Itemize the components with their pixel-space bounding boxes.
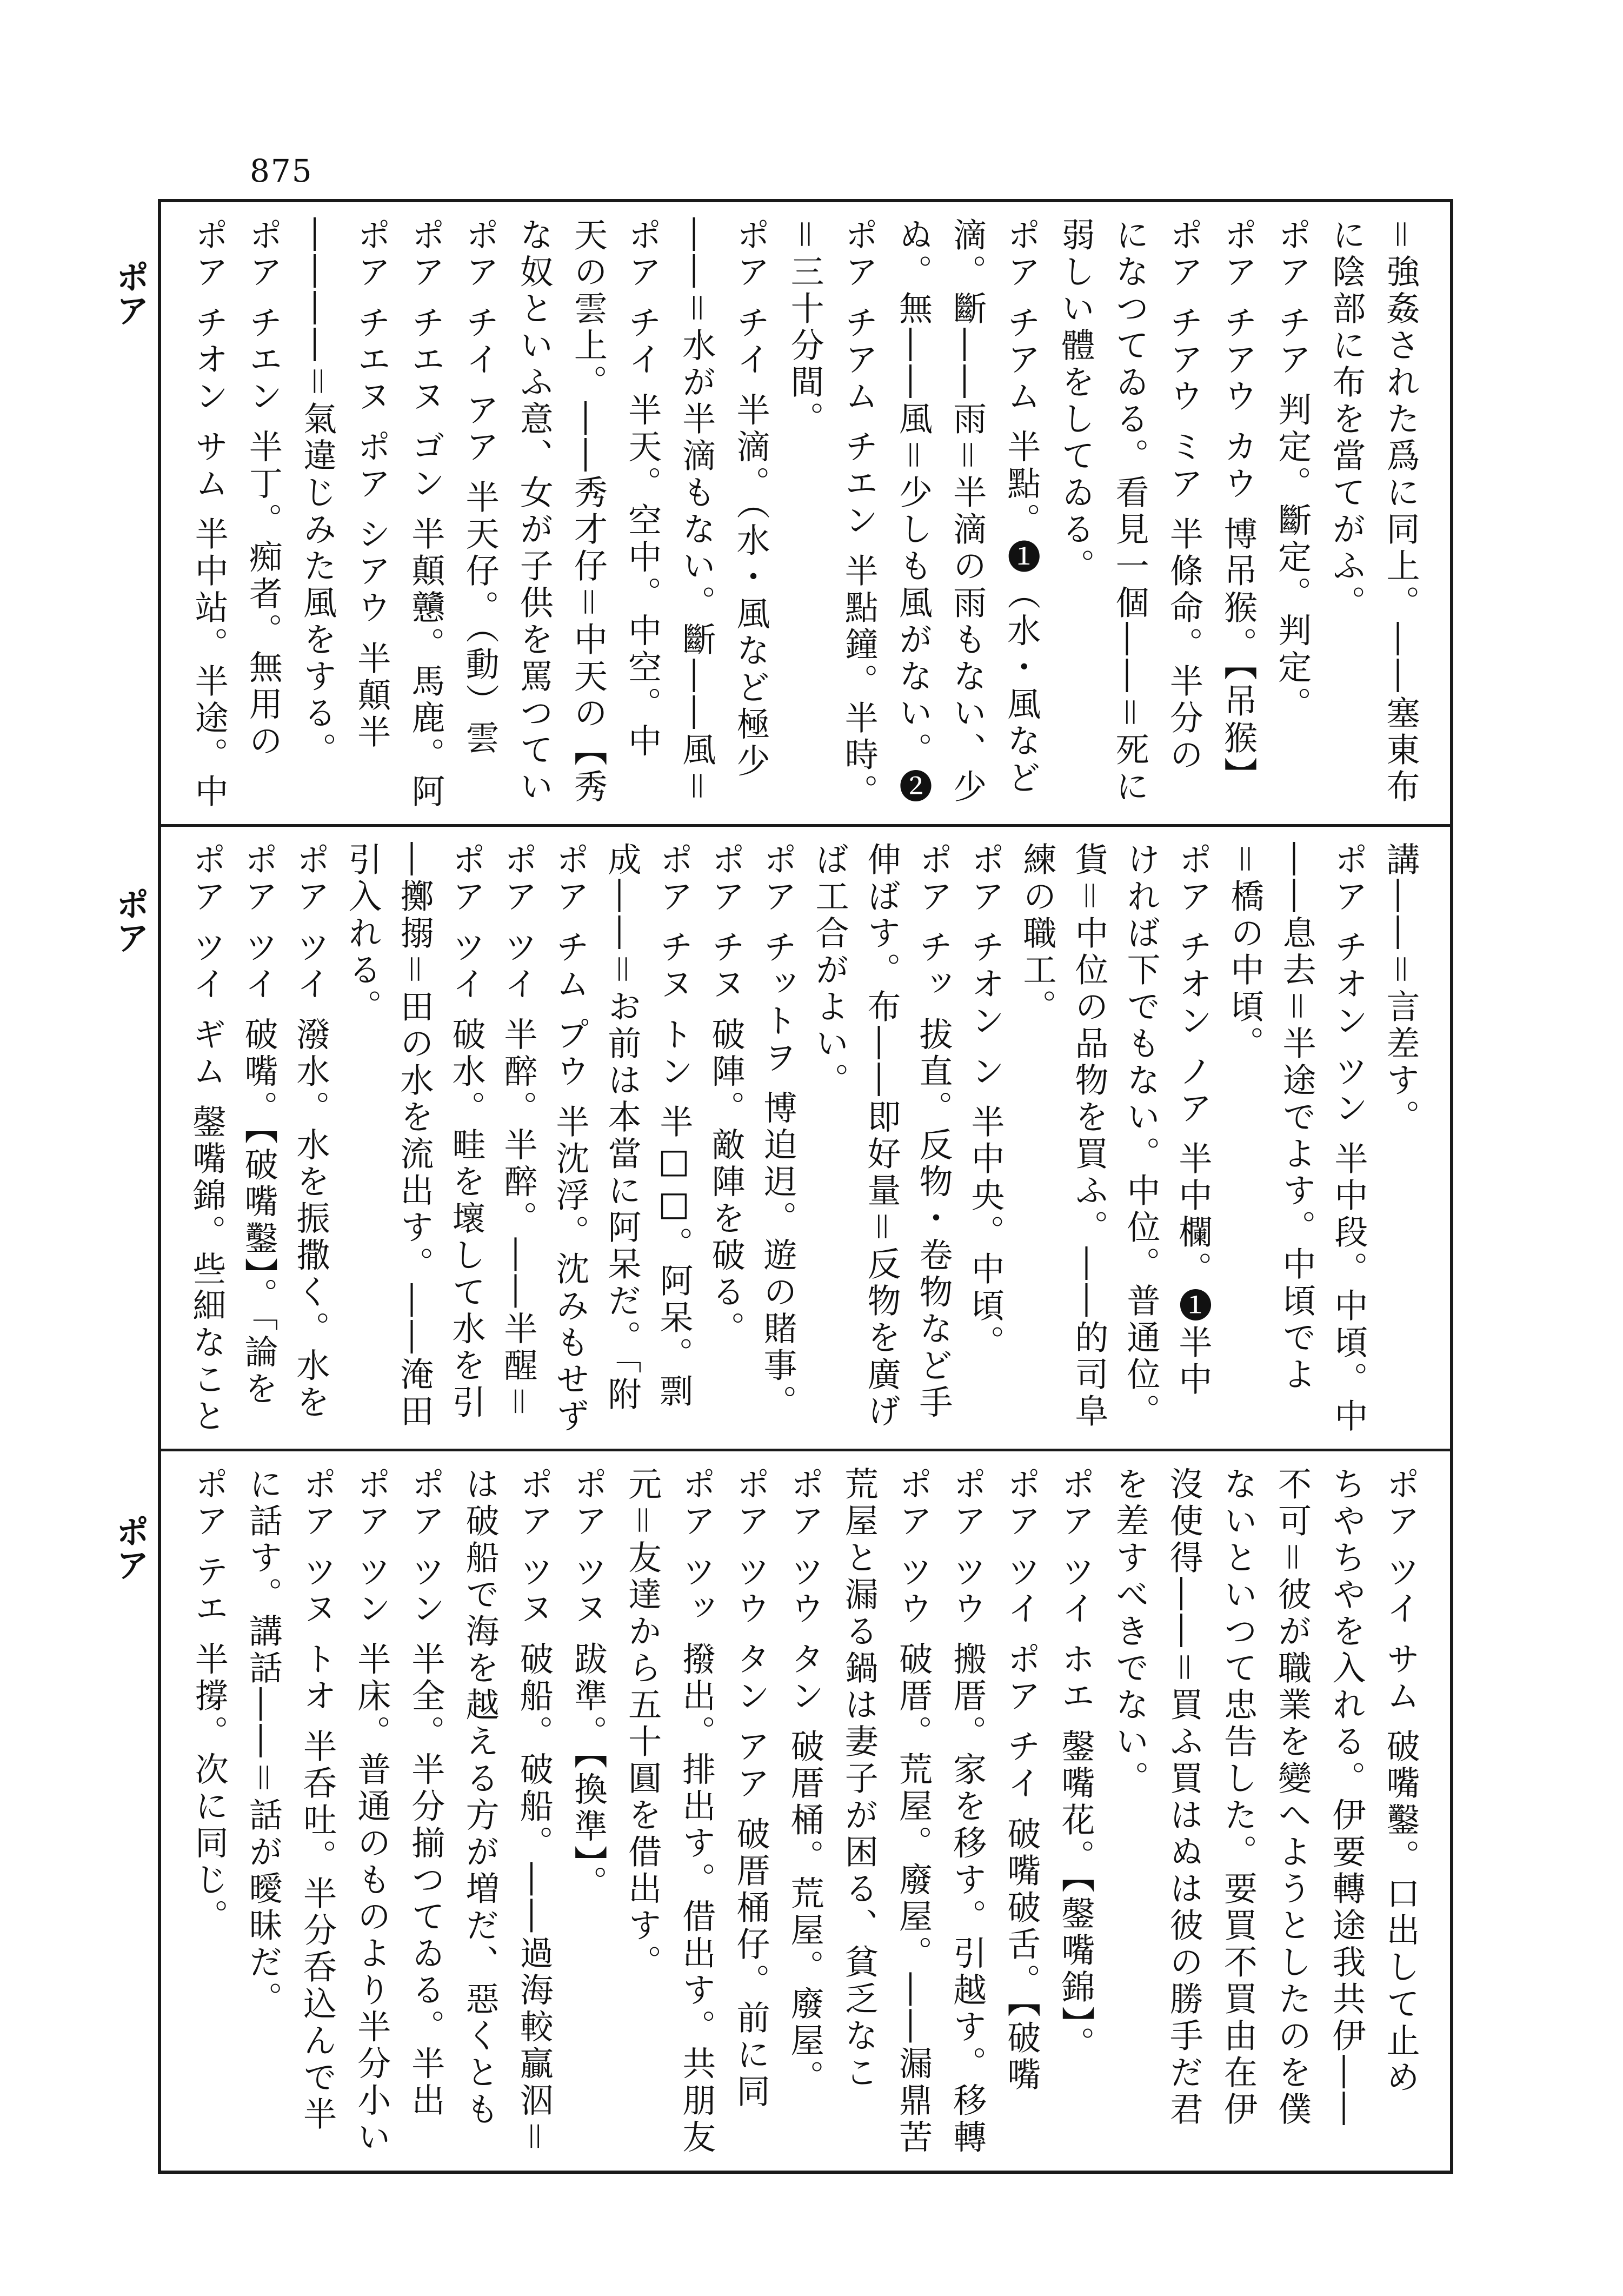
- text-column: ―擲搦＝田の水を流出す。――淹田: [395, 842, 434, 1430]
- text-column: 沒使得――＝買ふ買はぬは彼の勝手だ君: [1164, 1466, 1204, 2128]
- text-column: ポア ツイ ホエ 鏧嘴花。【鏧嘴錦】。: [1055, 1466, 1095, 2063]
- text-column: ポア チイ 半滴。（水・風など極少: [730, 217, 770, 780]
- text-column: ポア チッ 拔直。反物・卷物など手: [914, 842, 953, 1422]
- text-column: ポア チイ 半天。空中。中空。中: [622, 217, 662, 760]
- text-column: ば工合がよい。: [810, 842, 849, 1099]
- text-column: ポア ツッ 撥出。排出す。借出す。共朋友: [676, 1466, 716, 2156]
- text-column: ポア ツイ サム 破嘴鑿。口出して止め: [1381, 1466, 1420, 2097]
- text-column: ポア ツウ タン アア 破厝桶仔。前に同: [730, 1466, 770, 2111]
- text-column: ポア チオン ツン 半中段。中頃。中: [1329, 842, 1368, 1436]
- text-column: ――――＝氣違じみた風をする。: [297, 217, 337, 769]
- text-column: になつてゐる。看見一個――＝死に: [1110, 217, 1150, 806]
- section-bottom: [161, 1451, 1450, 2171]
- text-column: ポア ツウ 搬厝。家を移す。引越す。移轉: [947, 1466, 987, 2156]
- text-column: ポア チットヲ 博迫迌。遊の賭事。: [758, 842, 797, 1422]
- text-column: ポア チオン ノア 半中欄。❶半中: [1173, 842, 1213, 1399]
- text-column: ポア チオン ン 半中央。中頃。: [966, 842, 1005, 1362]
- text-column: に陰部に布を當てがふ。: [1326, 217, 1366, 622]
- text-column: 引入れる。: [343, 842, 382, 1026]
- text-column: に話す。講話――＝話が曖昧だ。: [243, 1466, 283, 2018]
- text-column: ポア ツウ タン 破厝桶。荒屋。廢屋。: [785, 1466, 825, 2097]
- text-column: ポア チアウ カウ 博吊猴。【吊猴】: [1218, 217, 1258, 794]
- text-column: ――＝水が半滴もない。斷――風＝: [676, 217, 716, 806]
- text-column: ポア チア 判定。斷定。判定。: [1272, 217, 1312, 724]
- section-columns: [183, 1466, 1428, 2160]
- section-top: [161, 202, 1450, 824]
- text-column: な奴といふ意、女が子供を罵つてい: [514, 217, 554, 806]
- text-column: ポア ツン 半床。普通のものより半分小い: [351, 1466, 391, 2156]
- text-column: ポア ツイ 破水。畦を壞して水を引: [447, 842, 486, 1422]
- text-column: ＝三十分間。: [785, 217, 825, 439]
- text-column: ポア ツヌ 跋準。【換準】。: [568, 1466, 608, 1902]
- text-column: ポア ツン 半全。半分揃つてゐる。半出: [405, 1466, 445, 2120]
- text-column: ＝強姦された爲に同上。――塞東布: [1381, 217, 1420, 806]
- text-column: ぬ。無――風＝少しも風がない。❷: [893, 217, 933, 806]
- text-column: ポア チヌ トン 半□□。阿呆。剽: [654, 842, 694, 1411]
- text-column: 滴。斷――雨＝半滴の雨もない、少: [947, 217, 987, 806]
- text-column: ＝橋の中頃。: [1225, 842, 1265, 1063]
- text-column: 不可＝彼が職業を變へようとしたのを僕: [1272, 1466, 1312, 2128]
- text-column: ポア チオン サム 半中站。半途。中: [189, 217, 229, 811]
- text-column: 弱しい體をしてゐる。: [1055, 217, 1095, 585]
- text-column: ――息去＝半途でよす。中頃でよ: [1277, 842, 1316, 1393]
- margin-label-top: ポア: [110, 260, 150, 327]
- section-columns: [183, 842, 1428, 1438]
- section-columns: [183, 217, 1428, 813]
- text-column: 成――＝お前は本當に阿呆だ。「附: [602, 842, 642, 1414]
- text-column: ポア ツイ 潑水。水を振撒く。水を: [291, 842, 330, 1422]
- margin-label-bottom: ポア: [110, 1514, 150, 1581]
- text-column: ポア チアム 半點。❶（水・風など: [1001, 217, 1041, 797]
- text-column: ポア チアム チエン 半點鐘。半時。: [839, 217, 879, 811]
- text-column: 伸ばす。布――即好量＝反物を廣げ: [862, 842, 901, 1430]
- page-number: 875: [250, 152, 313, 189]
- text-column: ポア テエ 半撐。次に同じ。: [189, 1466, 229, 1936]
- text-column: ポア ツイ ギム 鏧嘴錦。些細なこと: [187, 842, 227, 1436]
- margin-label-middle: ポア: [110, 887, 150, 954]
- text-column: は破船で海を越える方が増だ、惡くとも: [460, 1466, 500, 2128]
- text-column: ポア ツウ 破厝。荒屋。廢屋。――漏鼎苦: [893, 1466, 933, 2156]
- text-column: ポア ツイ ポア チイ 破嘴破舌。【破嘴: [1001, 1466, 1041, 2094]
- text-column: ポア チム プウ 半沈浮。沈みもせず: [550, 842, 590, 1436]
- text-column: ポア チエヌ ポア シアウ 半顛半: [351, 217, 391, 751]
- text-column: ないといつて忠告した。要買不買由在伊: [1218, 1466, 1258, 2128]
- section-middle: [161, 827, 1450, 1449]
- text-column: 天の雲上。――秀才仔＝中天の【秀: [568, 217, 608, 806]
- text-column: ければ下でもない。中位。普通位。: [1121, 842, 1161, 1430]
- text-column: ポア チアウ ミア 半條命。半分の: [1164, 217, 1204, 774]
- text-column: を差すべきでない。: [1110, 1466, 1150, 1797]
- text-column: 元＝友達から五十圓を借出す。: [622, 1466, 662, 1981]
- text-column: ポア チヌ 破陣。敵陣を破る。: [706, 842, 746, 1348]
- text-column: ポア チイ アア 半天仔。（動）雲: [460, 217, 500, 758]
- text-column: ポア チエン 半丁。痴者。無用の: [243, 217, 283, 760]
- dictionary-frame: [158, 199, 1453, 2174]
- text-column: 荒屋と漏る鍋は妻子が困る、貧乏なこ: [839, 1466, 879, 2092]
- text-column: 講――＝言差す。: [1381, 842, 1420, 1136]
- text-column: ポア ツイ 破嘴。【破嘴鑿】。「論を: [239, 842, 278, 1408]
- text-column: 練の職工。: [1017, 842, 1057, 1026]
- text-column: ちやちやを入れる。伊要轉途我共伊――: [1326, 1466, 1366, 2128]
- text-column: ポア ツヌ トオ 半呑吐。半分呑込んで半: [297, 1466, 337, 2134]
- text-column: ポア ツヌ 破船。破船。――過海較贏泅＝: [514, 1466, 554, 2156]
- text-column: ポア ツイ 半醉。半醉。――半醒＝: [498, 842, 538, 1422]
- text-column: 貨＝中位の品物を買ふ。――的司阜: [1069, 842, 1109, 1430]
- text-column: ポア チエヌ ゴン 半顛戇。馬鹿。阿: [405, 217, 445, 811]
